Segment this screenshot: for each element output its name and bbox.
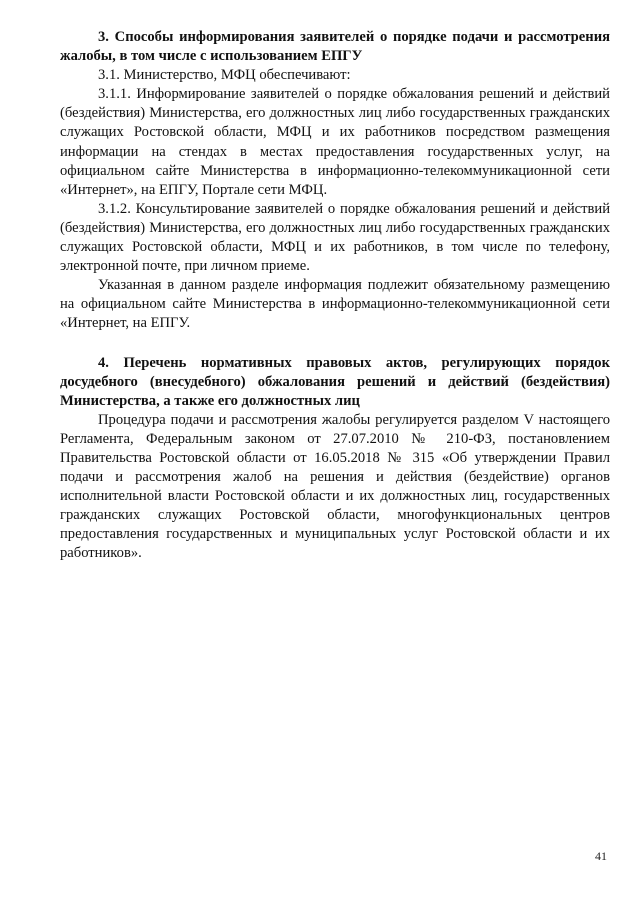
page-number: 41 (595, 849, 607, 863)
section-3-note-paragraph: Указанная в данном разделе информация подлежит обязательному размещению на официальном сайте Министерства в информационно-телекоммуникационной сети «Интернет, на ЕПГУ. (60, 277, 610, 332)
section-3-heading: 3. Способы информирования заявителей о порядке подачи и рассмотрения жалобы, в том числе с использованием ЕПГУ (60, 29, 610, 65)
section-4-heading: 4. Перечень нормативных правовых актов, регулирующих порядок досудебного (внесудебного) обжалования решений и действий (бездействия) Министерства, а также его должностных лиц (60, 354, 610, 409)
section-spacer (60, 334, 610, 354)
section-3-1-2-paragraph: 3.1.2. Консультирование заявителей о порядке обжалования решений и действий (бездействия) Министерства, его должностных лиц либо государственных гражданских служащих Ростовской области, МФЦ и их работников, в том числе по телефону, электронной почте, при личном приеме. (60, 200, 610, 275)
section-3-1-1-paragraph: 3.1.1. Информирование заявителей о порядке обжалования решений и действий (бездействия) Министерства, его должностных лиц либо государственных гражданских служащих Ростовской области, МФЦ и их работников посредством размещения информации на стендах в местах предоставления государственных услуг, на официальном сайте Министерства в информационно-телекоммуникационной сети «Интернет», на ЕПГУ, Портале сети МФЦ. (60, 86, 610, 198)
document-body (60, 28, 610, 564)
section-4-paragraph: Процедура подачи и рассмотрения жалобы регулируется разделом V настоящего Регламента, Федеральным законом от 27.07.2010 № 210-ФЗ, постановлением Правительства Ростовской области от 16.05.2018 № 315 «Об утверждении Правил подачи и рассмотрения жалоб на решения и действия (бездействие) органов исполнительной власти Ростовской области и их должностных лиц, государственных гражданских служащих Ростовской области, многофункциональных центров предоставления государственных и муниципальных услуг Ростовской области и их работников». (60, 411, 610, 562)
section-3-1-paragraph: 3.1. Министерство, МФЦ обеспечивают: (98, 67, 351, 84)
